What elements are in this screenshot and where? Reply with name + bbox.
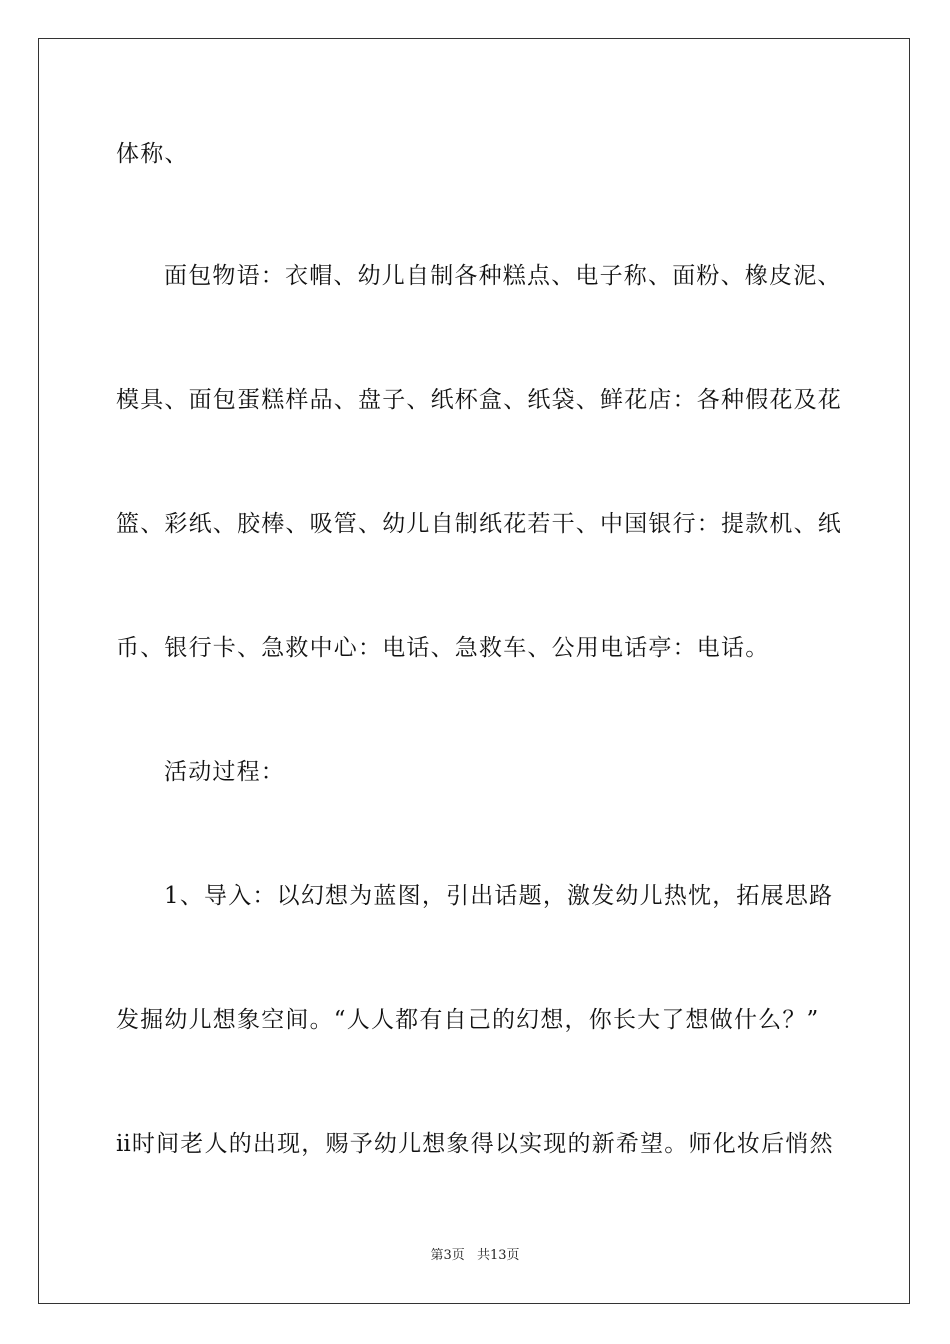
text-line-1: 体称、 [116, 141, 189, 167]
text-line-9: ⅱ时间老人的出现，赐予幼儿想象得以实现的新希望。师化妆后悄然 [116, 1131, 834, 1157]
total-pages: 共13页 [476, 1248, 520, 1263]
page-border [38, 38, 910, 1304]
text-line-5: 币、银行卡、急救中心：电话、急救车、公用电话亭：电话。 [116, 635, 770, 661]
page-footer [0, 1247, 950, 1265]
text-line-3: 模具、面包蛋糕样品、盘子、纸杯盒、纸袋、鲜花店：各种假花及花 [116, 387, 842, 413]
page-number: 第3页 [430, 1248, 465, 1263]
text-line-7: 1、导入：以幻想为蓝图，引出话题，激发幼儿热忱，拓展思路 [164, 883, 834, 909]
text-line-6: 活动过程： [164, 759, 285, 785]
text-line-4: 篮、彩纸、胶棒、吸管、幼儿自制纸花若干、中国银行：提款机、纸 [116, 511, 842, 537]
text-line-8: 发掘幼儿想象空间。“人人都有自己的幻想，你长大了想做什么？” [116, 1007, 820, 1033]
text-line-2: 面包物语：衣帽、幼儿自制各种糕点、电子称、面粉、橡皮泥、 [164, 263, 842, 289]
